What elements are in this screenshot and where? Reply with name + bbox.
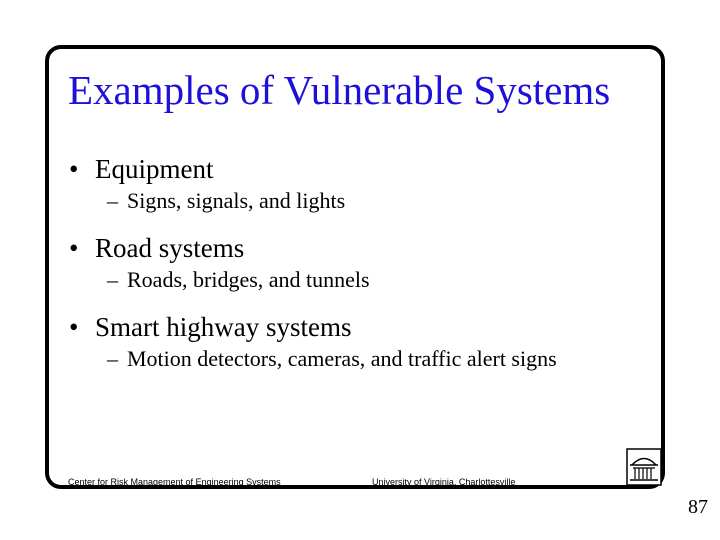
slide-title: Examples of Vulnerable Systems (68, 67, 611, 113)
bullet-dot: • (69, 311, 79, 342)
sub-bullet-label: Signs, signals, and lights (127, 188, 346, 214)
sub-bullet-dash: – (107, 188, 118, 214)
bullet-label: Smart highway systems (95, 311, 352, 342)
bullet-label: Road systems (95, 232, 245, 263)
sub-bullet-label: Roads, bridges, and tunnels (127, 267, 370, 293)
bullet-list (68, 153, 628, 373)
footer-university: University of Virginia, Charlottesville (372, 477, 516, 487)
bullet-item (68, 232, 628, 264)
sub-bullet-dash: – (107, 267, 118, 293)
bullet-dot: • (69, 232, 79, 263)
bullet-item (68, 311, 628, 343)
bullet-item (68, 153, 628, 185)
sub-bullet-item (68, 187, 628, 215)
sub-bullet-dash: – (107, 346, 118, 372)
bullet-label: Equipment (95, 154, 214, 184)
rotunda-icon (626, 448, 662, 486)
page-number: 87 (688, 496, 708, 518)
bullet-dot: • (69, 154, 79, 184)
sub-bullet-item (68, 345, 628, 373)
sub-bullet-label: Motion detectors, cameras, and traffic alert signs (127, 346, 557, 372)
sub-bullet-item (68, 266, 628, 294)
footer-org: Center for Risk Management of Engineering Systems (68, 477, 281, 487)
